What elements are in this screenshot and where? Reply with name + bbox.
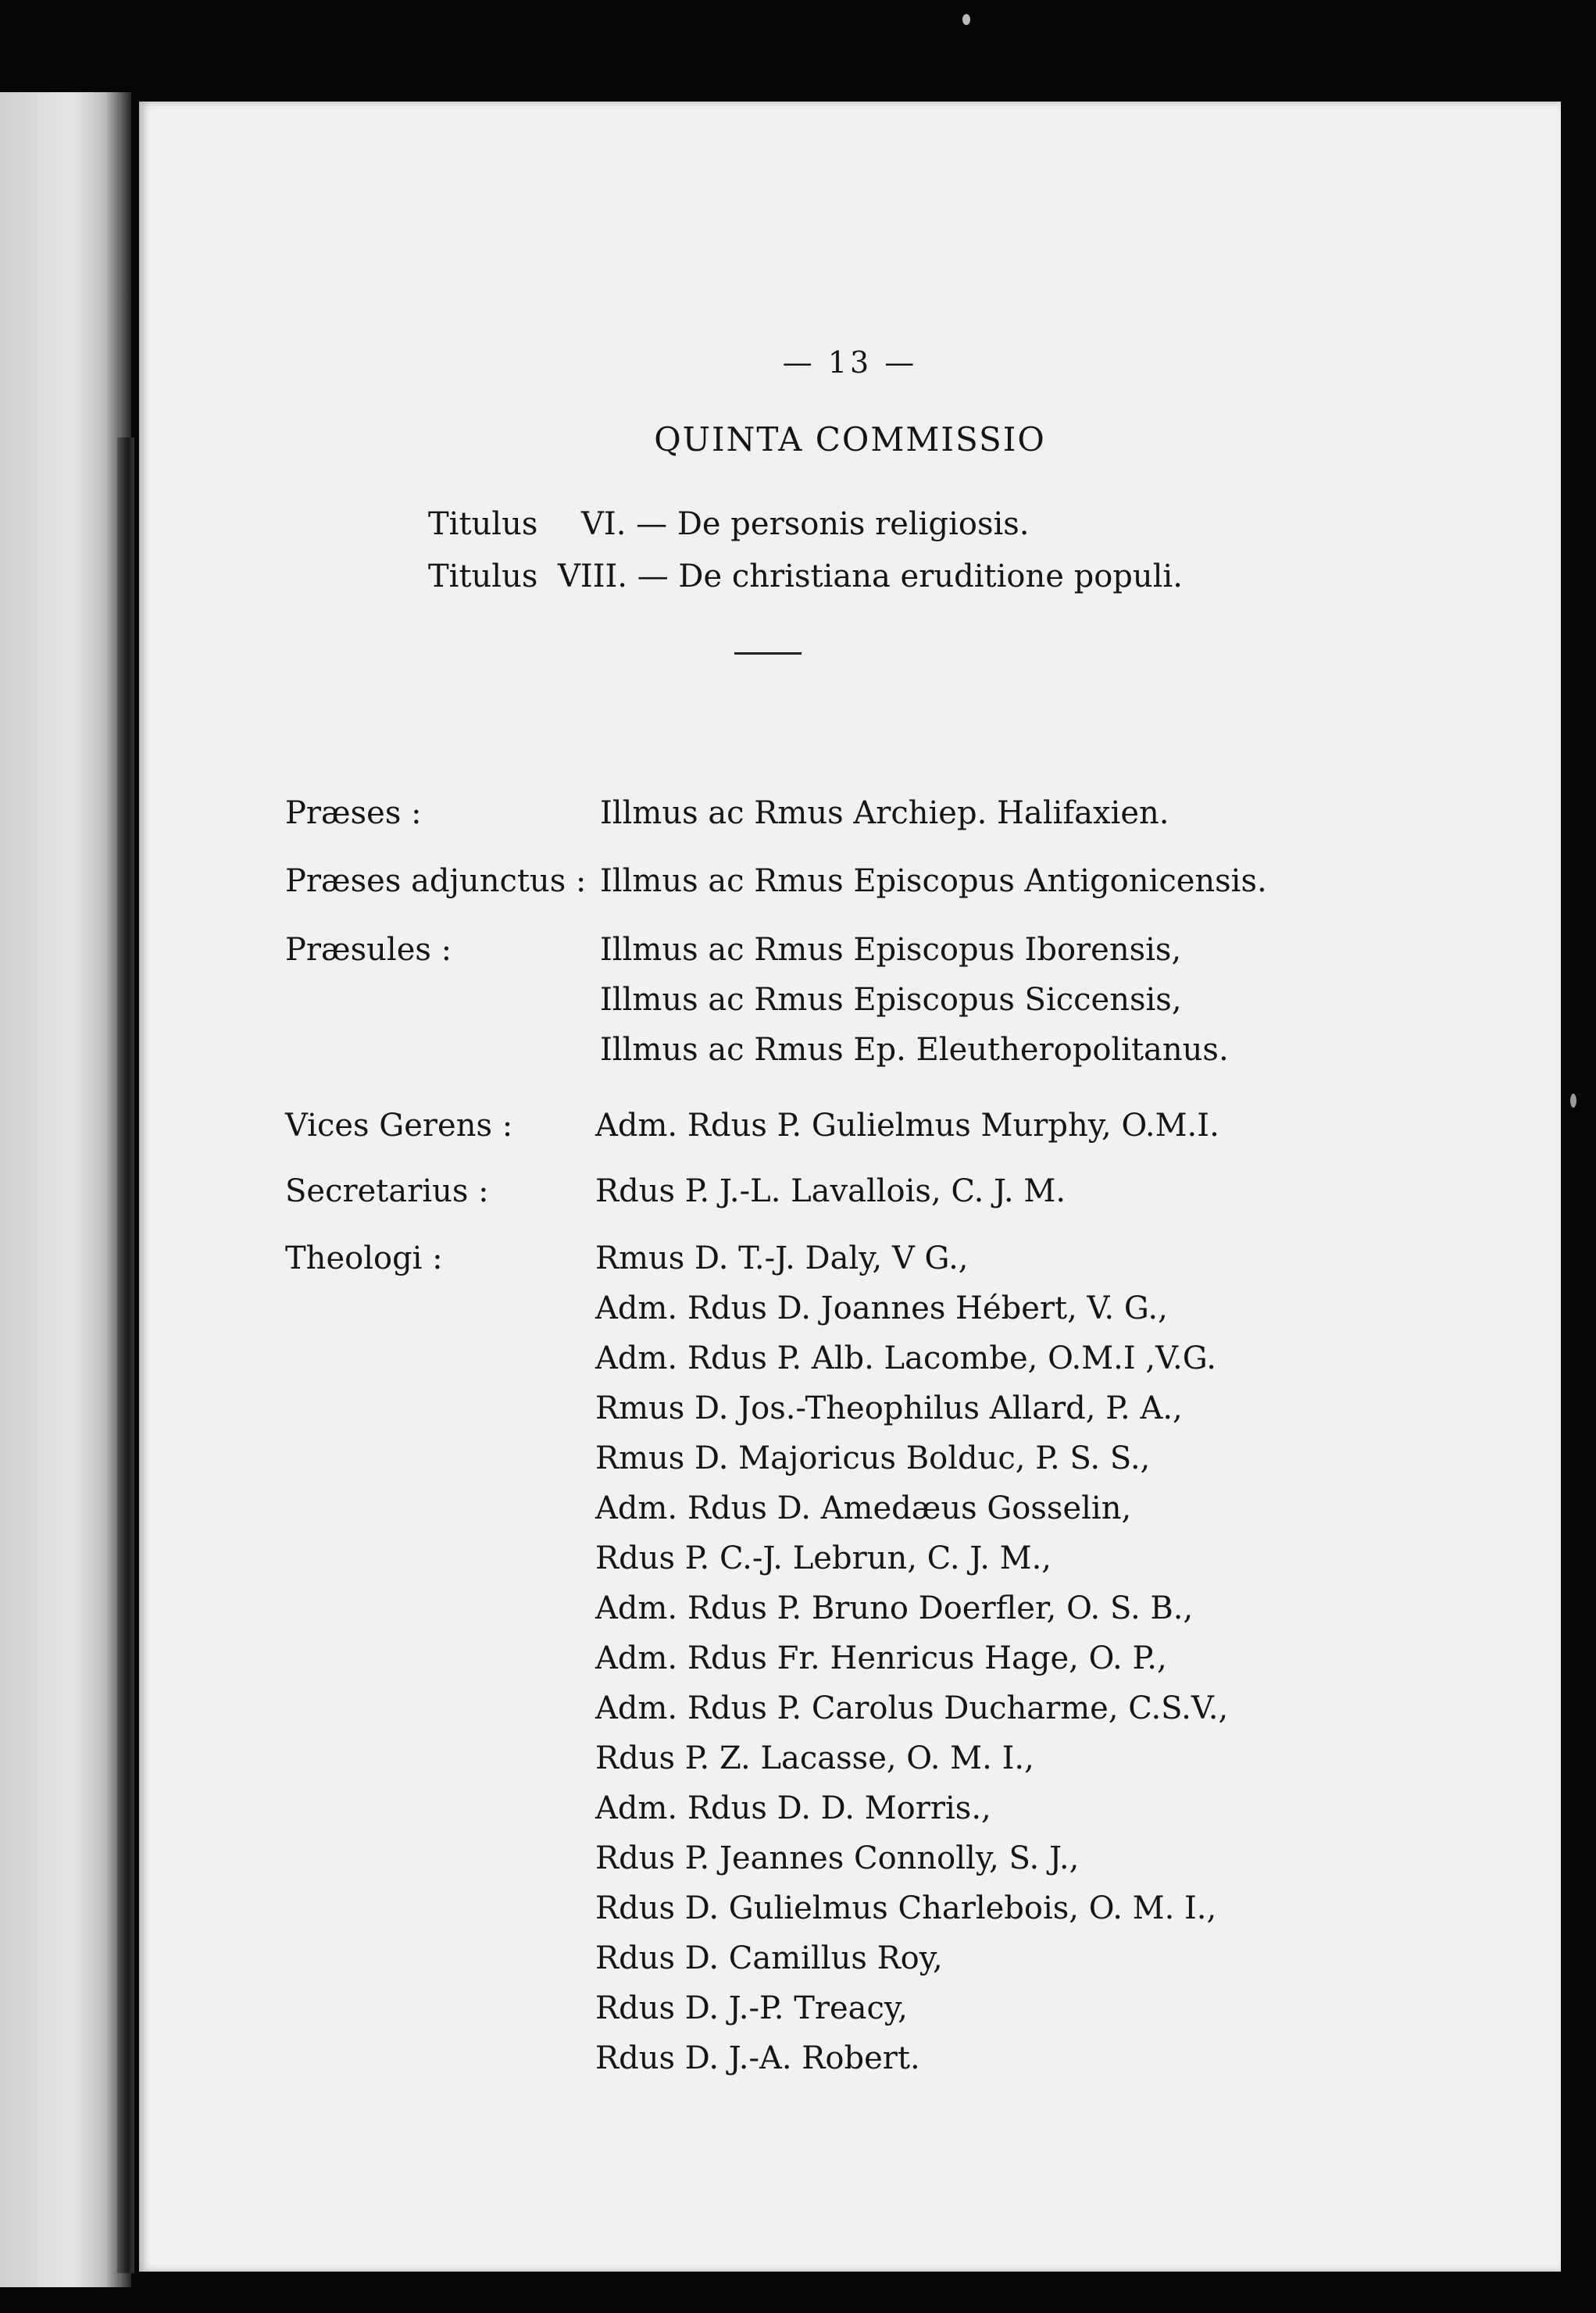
member-name: Adm. Rdus P. Gulielmus Murphy, O.M.I.	[595, 1108, 1219, 1144]
titulus-text: VI. — De personis religiosis.	[581, 506, 1030, 542]
member-name: Illmus ac Rmus Archiep. Halifaxien.	[600, 795, 1169, 831]
document-page	[139, 102, 1561, 2272]
member-name: Rdus D. J.-A. Robert.	[595, 2040, 920, 2076]
member-name: Adm. Rdus D. Joannes Hébert, V. G.,	[595, 1290, 1168, 1326]
scan-speck	[1570, 1094, 1576, 1108]
member-name: Rdus P. Z. Lacasse, O. M. I.,	[595, 1740, 1034, 1776]
member-name: Rmus D. Majoricus Bolduc, P. S. S.,	[595, 1440, 1151, 1476]
role-label: Vices Gerens :	[285, 1108, 513, 1144]
member-name: Adm. Rdus Fr. Henricus Hage, O. P.,	[595, 1640, 1167, 1676]
commission-title: QUINTA COMMISSIO	[654, 420, 1046, 459]
member-name: Illmus ac Rmus Ep. Eleutheropolitanus.	[600, 1032, 1229, 1068]
member-name: Adm. Rdus P. Alb. Lacombe, O.M.I ,V.G.	[595, 1340, 1216, 1376]
role-label: Theologi :	[285, 1240, 443, 1276]
member-name: Rdus D. Camillus Roy,	[595, 1940, 943, 1976]
page-number: — 13 —	[782, 345, 918, 380]
role-label: Præsules :	[285, 932, 452, 968]
section-rule	[734, 652, 802, 655]
role-label: Secretarius :	[285, 1173, 489, 1209]
facing-page-edge	[0, 92, 131, 2287]
member-name: Adm. Rdus P. Bruno Doerfler, O. S. B.,	[595, 1590, 1194, 1626]
member-name: Rdus D. J.-P. Treacy,	[595, 1990, 908, 2026]
member-name: Rdus D. Gulielmus Charlebois, O. M. I.,	[595, 1890, 1217, 1926]
member-name: Illmus ac Rmus Episcopus Siccensis,	[600, 982, 1182, 1018]
member-name: Rdus P. C.-J. Lebrun, C. J. M.,	[595, 1540, 1052, 1576]
titulus-line	[428, 559, 1183, 594]
member-name: Adm. Rdus D. Amedæus Gosselin,	[595, 1490, 1132, 1526]
titulus-line	[428, 506, 1030, 542]
titulus-text: VIII. — De christiana eruditione populi.	[558, 559, 1183, 594]
member-name: Illmus ac Rmus Episcopus Iborensis,	[600, 932, 1182, 968]
member-name: Illmus ac Rmus Episcopus Antigonicensis.	[600, 863, 1267, 899]
member-name: Rdus P. J.-L. Lavallois, C. J. M.	[595, 1173, 1066, 1209]
member-name: Adm. Rdus D. D. Morris.,	[595, 1790, 991, 1826]
role-label: Præses adjunctus :	[285, 863, 587, 899]
role-label: Præses :	[285, 795, 422, 831]
member-name: Rdus P. Jeannes Connolly, S. J.,	[595, 1840, 1080, 1876]
titulus-label: Titulus	[428, 506, 538, 542]
member-name: Adm. Rdus P. Carolus Ducharme, C.S.V.,	[595, 1690, 1229, 1726]
binding-gutter	[117, 437, 134, 2273]
member-name: Rmus D. Jos.-Theophilus Allard, P. A.,	[595, 1390, 1183, 1426]
member-name: Rmus D. T.-J. Daly, V G.,	[595, 1240, 969, 1276]
titulus-label: Titulus	[428, 559, 538, 594]
scan-speck	[962, 14, 970, 25]
